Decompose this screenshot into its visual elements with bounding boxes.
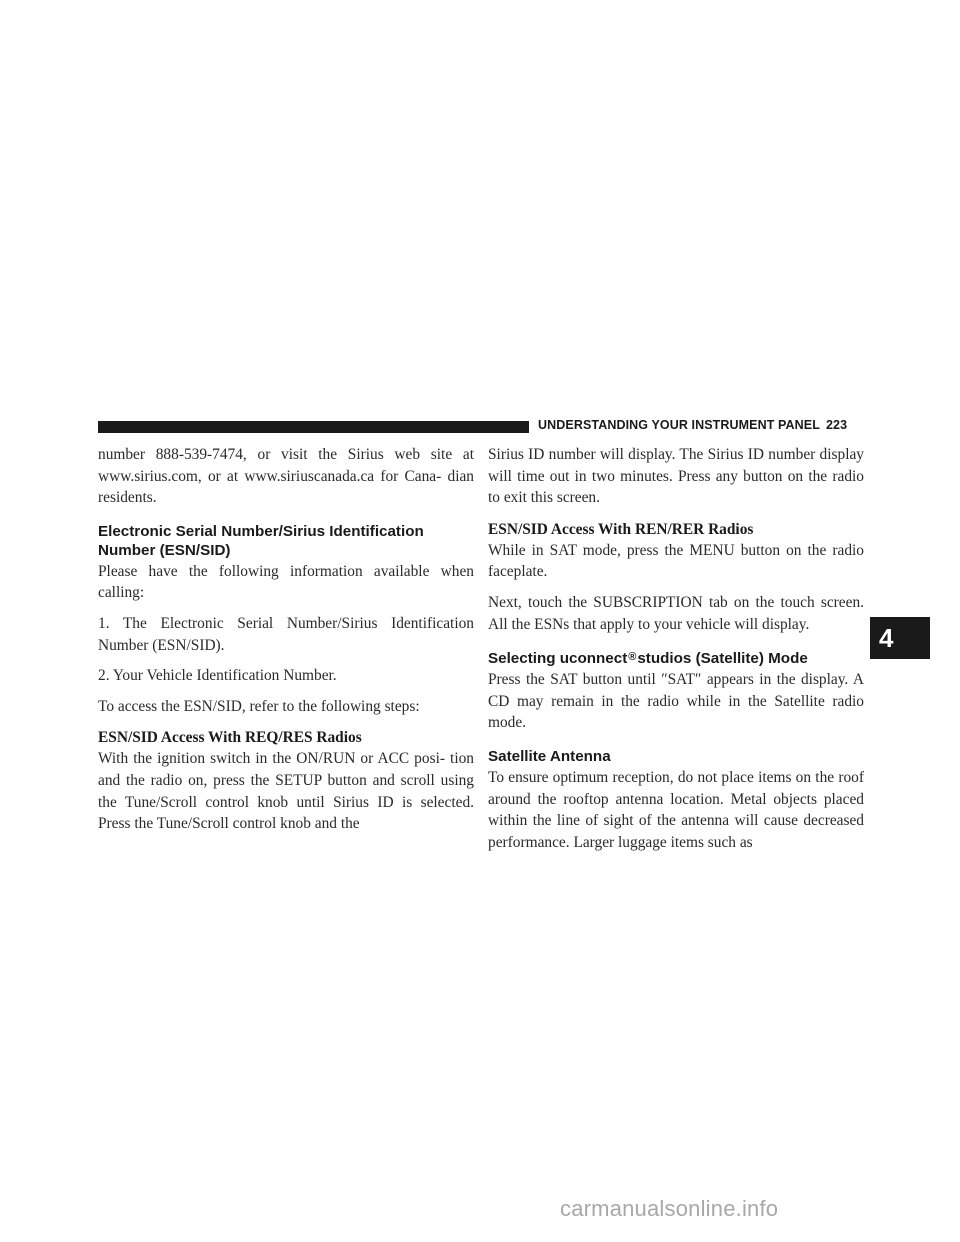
heading-esn-line1: Electronic Serial Number/Sirius Identification — [98, 522, 424, 540]
paragraph-antenna: To ensure optimum reception, do not place items on the roof around the rooftop antenna location. Metal objects placed within the line of sight of the antenna will cause decreased performance. Larger luggage items such as — [488, 768, 864, 851]
chapter-tab: 4 — [870, 617, 930, 659]
section-title: UNDERSTANDING YOUR INSTRUMENT PANEL — [538, 418, 820, 432]
paragraph-subscription: Next, touch the SUBSCRIPTION tab on the touch screen. All the ESNs that apply to your vehicle will display. — [488, 593, 864, 633]
paragraph-contact: number 888-539-7474, or visit the Sirius web site at www.sirius.com, or at www.siriuscanada.ca for Cana- dian residents. — [98, 446, 474, 507]
header-rule — [98, 421, 529, 433]
left-column — [98, 444, 474, 835]
heading-esn-line2: Number (ESN/SID) — [98, 541, 231, 559]
registered-mark: ® — [628, 651, 637, 664]
paragraph-ren-rer: While in SAT mode, press the MENU button on the radio faceplate. — [488, 541, 864, 581]
page-number: 223 — [825, 418, 848, 432]
running-header — [538, 418, 847, 432]
heading-selecting-a: Selecting uconnect — [488, 650, 628, 668]
paragraph-access-steps: To access the ESN/SID, refer to the following steps: — [98, 697, 420, 715]
heading-esn-sid — [98, 522, 474, 560]
paragraph-req-res: With the ignition switch in the ON/RUN or ACC posi- tion and the radio on, press the SETUP button and scroll using the Tune/Scroll control knob until Sirius ID is selected. Press the Tune/Scroll control knob and the — [98, 750, 474, 833]
paragraph-sat-button: Press the SAT button until ″SAT″ appears in the display. A CD may remain in the radio while in the Satellite radio mode. — [488, 671, 864, 732]
list-item-1: 1. The Electronic Serial Number/Sirius Identification Number (ESN/SID). — [98, 614, 474, 654]
heading-satellite-antenna: Satellite Antenna — [488, 747, 611, 765]
footer-watermark: carmanualsonline.info — [560, 1196, 779, 1221]
heading-selecting-mode — [488, 648, 864, 668]
paragraph-info-needed: Please have the following information available when calling: — [98, 562, 474, 602]
heading-selecting-b: studios (Satellite) Mode — [637, 650, 808, 668]
list-item-2: 2. Your Vehicle Identification Number. — [98, 667, 337, 685]
heading-req-res: ESN/SID Access With REQ/RES Radios — [98, 729, 362, 747]
right-column — [488, 444, 864, 853]
heading-ren-rer: ESN/SID Access With REN/RER Radios — [488, 520, 754, 538]
paragraph-sirius-id: Sirius ID number will display. The Sirius ID number display will time out in two minutes. Press any button on the radio to exit this screen. — [488, 446, 864, 507]
